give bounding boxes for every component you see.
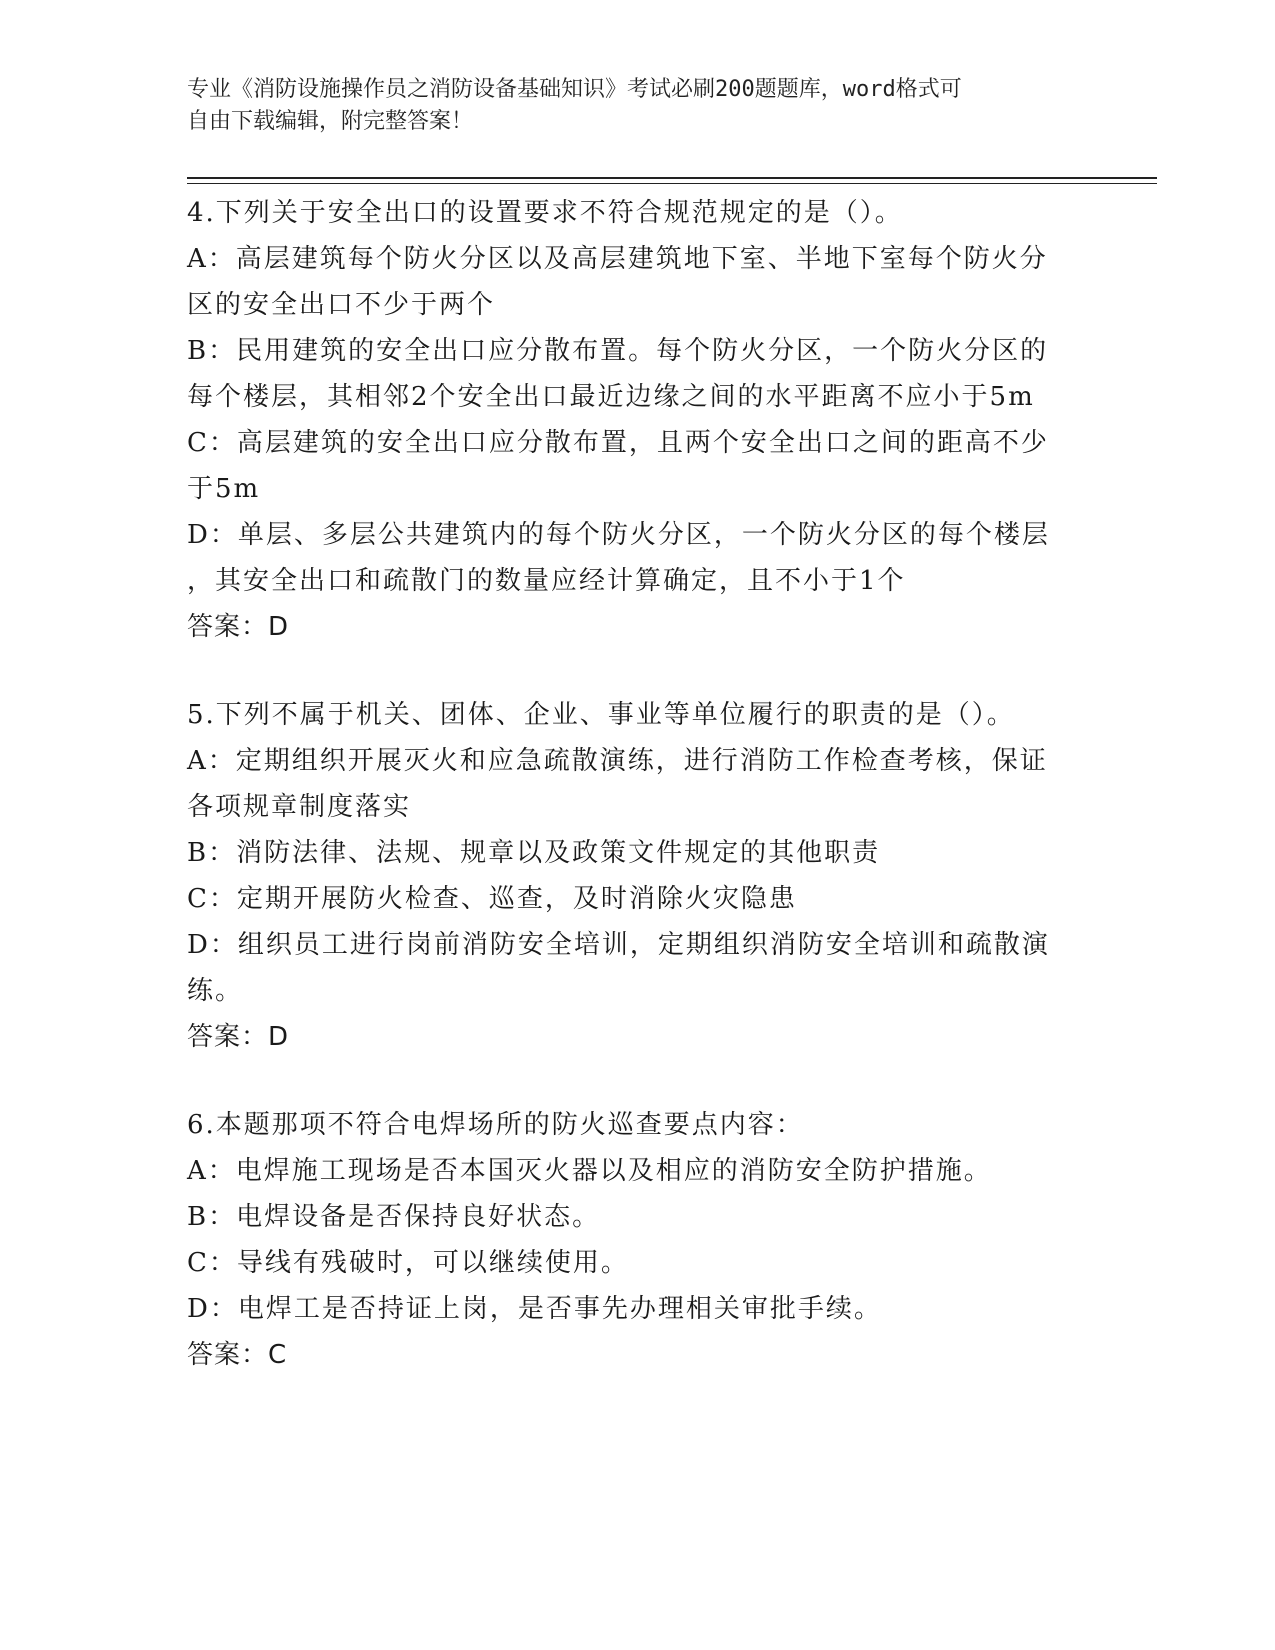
answer: 答案：C — [187, 1340, 288, 1370]
option-b: B：消防法律、法规、规章以及政策文件规定的其他职责 — [187, 838, 881, 868]
option-a-continued: 区的安全出口不少于两个 — [187, 290, 496, 320]
option-b: B：电焊设备是否保持良好状态。 — [187, 1202, 601, 1232]
option-d-continued: 练。 — [187, 976, 244, 1006]
question-stem: 4.下列关于安全出口的设置要求不符合规范规定的是（）。 — [187, 198, 903, 228]
header-line-1: 专业《消防设施操作员之消防设备基础知识》考试必刷200题题库，word格式可 — [187, 77, 962, 102]
option-a: A：高层建筑每个防火分区以及高层建筑地下室、半地下室每个防火分 — [187, 244, 1048, 274]
question-stem: 5.下列不属于机关、团体、企业、事业等单位履行的职责的是（）。 — [187, 700, 1015, 730]
option-c: C：定期开展防火检查、巡查，及时消除火灾隐患 — [187, 884, 797, 914]
option-d-continued: ，其安全出口和疏散门的数量应经计算确定，且不小于1个 — [187, 566, 906, 596]
option-b: B：民用建筑的安全出口应分散布置。每个防火分区，一个防火分区的 — [187, 336, 1049, 366]
option-d: D：电焊工是否持证上岗，是否事先办理相关审批手续。 — [187, 1294, 882, 1324]
option-c-continued: 于5m — [187, 474, 261, 504]
question-4 — [187, 190, 1087, 650]
option-c: C：导线有残破时，可以继续使用。 — [187, 1248, 629, 1278]
option-a: A：电焊施工现场是否本国灭火器以及相应的消防安全防护措施。 — [187, 1156, 992, 1186]
question-6 — [187, 1102, 1087, 1378]
header-line-2: 自由下载编辑，附完整答案！ — [187, 109, 474, 134]
option-a-continued: 各项规章制度落实 — [187, 792, 412, 822]
option-a: A：定期组织开展灭火和应急疏散演练，进行消防工作检查考核，保证 — [187, 746, 1048, 776]
option-d: D：单层、多层公共建筑内的每个防火分区，一个防火分区的每个楼层 — [187, 520, 1050, 550]
option-b-continued: 每个楼层，其相邻2个安全出口最近边缘之间的水平距离不应小于5m — [187, 382, 1035, 412]
question-list — [187, 190, 1087, 1420]
header-divider-thick — [187, 177, 1157, 179]
answer: 答案：D — [187, 612, 290, 642]
question-5 — [187, 692, 1087, 1060]
document-header — [187, 74, 1087, 138]
header-divider-thin — [187, 183, 1157, 184]
option-c: C：高层建筑的安全出口应分散布置，且两个安全出口之间的距高不少 — [187, 428, 1049, 458]
answer: 答案：D — [187, 1022, 290, 1052]
question-stem: 6.本题那项不符合电焊场所的防火巡查要点内容： — [187, 1110, 804, 1140]
option-d: D：组织员工进行岗前消防安全培训，定期组织消防安全培训和疏散演 — [187, 930, 1050, 960]
